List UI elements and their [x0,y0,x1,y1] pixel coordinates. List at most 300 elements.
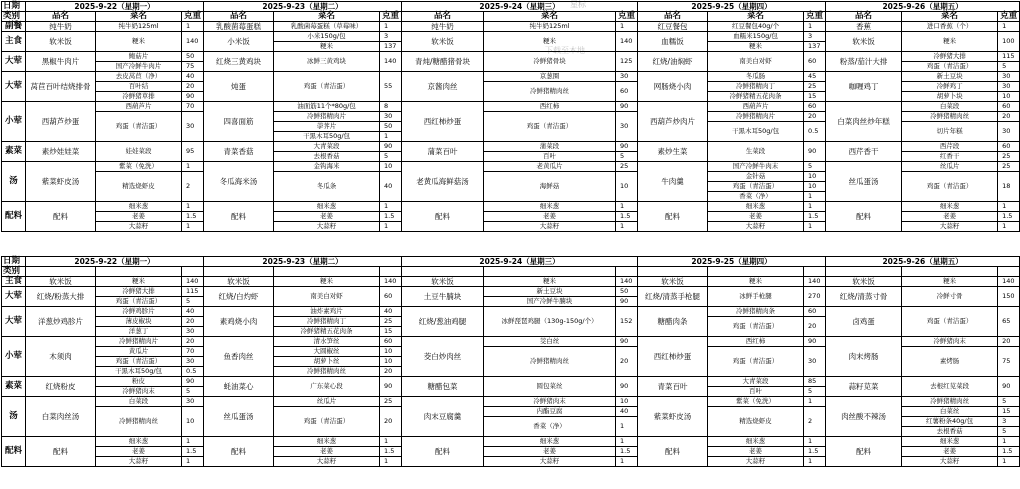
ingredient-name: 油面筋11个*80g/包 [274,102,380,112]
ingredient-name: 京葱圈 [484,72,616,82]
dish-name: 黑椒牛肉片 [26,52,96,72]
weight-grams: 5 [182,297,204,307]
weight-grams: 1.5 [616,447,638,457]
menu-row [2,397,1020,407]
dish-name: 白菜肉丝炒年糕 [826,102,902,142]
ingredient-name: 精选烧虾皮 [96,172,182,202]
weight-grams: 50 [182,52,204,62]
ingredient-name: 金钩海米 [274,162,380,172]
ingredient-name: 红薯粉条40g/包 [902,417,998,427]
ingredient-name: 老姜 [902,447,998,457]
weight-grams: 25 [998,162,1020,172]
weight-grams: 2 [182,172,204,202]
menu-row [2,287,1020,297]
ingredient-name: 白菜段 [96,397,182,407]
weight-grams: 1 [804,22,826,32]
dish-name: 素炒生菜 [638,142,708,162]
ingredient-name: 小米150g/包 [274,32,380,42]
weight-grams: 1 [804,437,826,447]
weight-grams: 60 [380,287,402,307]
dish-name: 软米饭 [638,277,708,287]
column-header-dish: 品名 [638,12,708,22]
dish-name: 西红柿炒蛋 [638,337,708,377]
ingredient-name: 茭白丝 [484,337,616,347]
weight-grams: 25 [616,162,638,172]
ingredient-name: 红豆餐包40g/个 [708,22,804,32]
weight-grams: 1.5 [616,212,638,222]
ingredient-name: 大青菜段 [708,377,804,387]
dish-name: 红烧粉皮 [26,377,96,397]
ingredient-name: 黄瓜片 [96,347,182,357]
column-header-dish [26,267,96,277]
weight-grams: 30 [616,112,638,142]
ingredient-name: 老姜 [708,447,804,457]
column-header-weight [616,267,638,277]
weight-grams: 10 [380,347,402,357]
dish-name: 软米饭 [26,32,96,52]
ingredient-name: 冷鲜猪草排 [96,92,182,102]
ingredient-name: 细米葱 [484,202,616,212]
weight-grams: 50 [380,122,402,132]
watermark-download-text: 下载至本地 [545,46,585,55]
weight-grams: 30 [804,347,826,377]
weight-grams: 1 [380,22,402,32]
column-header-ingredient [708,267,804,277]
ingredient-name: 细米葱 [274,202,380,212]
weight-grams: 30 [380,112,402,122]
ingredient-name: 白菜丝 [902,407,998,417]
weight-grams: 1.5 [804,447,826,457]
ingredient-name: 粳米 [96,277,182,287]
ingredient-name: 干黑木耳50g/包 [274,132,380,142]
ingredient-name: 冷鲜猪精肉丝 [902,397,998,407]
weight-grams: 140 [380,52,402,72]
ingredient-name: 老姜 [96,212,182,222]
weight-grams: 90 [182,92,204,102]
ingredient-name: 老姜 [274,447,380,457]
date-heading: 2025-9-24（星期三） [402,2,638,12]
weight-grams: 30 [182,112,204,142]
ingredient-name: 血糯米150g/包 [708,32,804,42]
weight-grams: 1.5 [804,212,826,222]
dish-name: 青菜百叶 [638,377,708,397]
ingredient-name: 鸡蛋（青洁蛋） [274,407,380,437]
ingredient-name: 大青菜段 [274,142,380,152]
weight-grams: 3 [998,417,1020,427]
ingredient-name: 冷鲜猪精肉丝 [484,347,616,377]
weight-grams: 1 [804,202,826,212]
column-header-weight: 克重 [616,12,638,22]
weight-grams: 1 [380,437,402,447]
menu-row [2,437,1020,447]
dish-name: 京酱肉丝 [402,72,484,102]
weight-grams: 1 [380,132,402,142]
category-cell: 大荤 [2,307,26,337]
menu-row [2,337,1020,347]
weight-grams: 1 [998,202,1020,212]
ingredient-name: 西红柿 [708,337,804,347]
ingredient-name: 冷鲜猪精肉片 [274,112,380,122]
dish-name: 莴苣百叶结烧排骨 [26,72,96,102]
column-header-dish [826,267,902,277]
ingredient-name: 冷鲜猪肉末 [902,337,998,347]
ingredient-name: 冷鲜猪精肉丝 [274,367,380,377]
column-header-dish: 品名 [26,12,96,22]
ingredient-name: 粳米 [484,277,616,287]
dish-name: 鱼香肉丝 [204,337,274,377]
ingredient-name: 鸡蛋（青洁蛋） [484,112,616,142]
weight-grams: 70 [182,102,204,112]
dish-name: 红豆餐包 [638,22,708,32]
weight-grams: 1 [616,417,638,437]
dish-name: 糖醋包菜 [402,377,484,397]
dish-name: 白菜肉丝汤 [26,397,96,437]
weight-grams: 1 [998,437,1020,447]
dish-name: 小米饭 [204,32,274,52]
ingredient-name: 西芹段 [902,142,998,152]
column-header-ingredient: 菜名 [484,12,616,22]
dish-name: 紫菜虾皮汤 [26,162,96,202]
weight-grams: 140 [182,32,204,52]
weight-grams: 1 [998,222,1020,232]
ingredient-name: 国产冷鲜牛肉末 [708,162,804,172]
dish-name: 西芹香干 [826,142,902,162]
column-header-dish [204,267,274,277]
ingredient-name: 红香干 [902,152,998,162]
weight-grams: 90 [804,142,826,162]
dish-name: 软米饭 [402,32,484,52]
weight-grams: 10 [998,92,1020,102]
ingredient-name: 细米葱 [96,437,182,447]
weight-grams: 90 [616,337,638,347]
ingredient-name: 冷鲜鸡丁 [902,82,998,92]
weight-grams: 25 [380,397,402,407]
weight-grams: 20 [804,112,826,122]
ingredient-name: 纯牛奶125ml [96,22,182,32]
ingredient-name: 粳米 [902,277,998,287]
ingredient-name: 金针菇 [708,172,804,182]
category-cell: 副餐 [2,22,26,32]
menu-table-b [1,256,1020,467]
ingredient-name: 冰鲜三黄鸡块 [274,52,380,72]
dish-name: 蒜籽苋菜 [826,377,902,397]
dish-name: 紫菜虾皮汤 [638,397,708,437]
weight-grams: 10 [380,162,402,172]
dish-name: 蒲菜百叶 [402,142,484,162]
column-header-row [2,12,1020,22]
ingredient-name: 冷鲜猪大排 [96,287,182,297]
weight-grams: 140 [380,277,402,287]
weight-grams: 20 [380,407,402,437]
dish-name: 红烧三黄鸡块 [204,52,274,72]
ingredient-name: 冷鲜猪精肉丁 [274,317,380,327]
ingredient-name: 海鲜菇 [484,172,616,202]
ingredient-name: 冷鲜猪精肉条 [708,307,804,317]
dish-name: 牛肉羹 [638,162,708,202]
dish-name: 香蕉 [826,22,902,32]
ingredient-name: 西葫芦片 [708,102,804,112]
dish-name: 粉蒸/茄汁大排 [826,52,902,72]
weight-grams: 90 [616,297,638,307]
weight-grams: 40 [182,72,204,82]
weight-grams: 40 [380,172,402,202]
dish-name: 咖喱鸡丁 [826,72,902,102]
weight-grams: 30 [182,397,204,407]
dish-name: 配料 [826,437,902,467]
date-heading: 2025-9-25（星期四） [638,257,826,267]
weight-grams: 1 [804,222,826,232]
weight-grams: 60 [616,82,638,102]
weight-grams: 60 [804,52,826,72]
dish-name: 炖蛋 [204,72,274,102]
weight-grams: 60 [804,102,826,112]
weight-grams: 115 [998,52,1020,62]
weight-grams: 55 [380,72,402,102]
ingredient-name: 白菜段 [902,102,998,112]
weight-grams: 1.5 [182,212,204,222]
menu-row [2,277,1020,287]
ingredient-name: 冷鲜猪肉末 [484,397,616,407]
ingredient-name: 蒲菜段 [484,142,616,152]
weight-grams: 60 [804,307,826,317]
ingredient-name: 干黑木耳50g/包 [96,367,182,377]
ingredient-name: 粳米 [708,42,804,52]
weight-grams: 1.5 [998,447,1020,457]
weight-grams: 1 [182,202,204,212]
column-header-ingredient: 菜名 [902,12,998,22]
weight-grams: 15 [998,407,1020,417]
ingredient-name: 冷鲜猪骨块 [484,52,616,72]
dish-name: 蚝油菜心 [204,377,274,397]
column-header-dish: 品名 [204,12,274,22]
ingredient-name: 百叶 [708,387,804,397]
weight-grams: 100 [998,32,1020,52]
ingredient-name: 丝瓜片 [902,162,998,172]
ingredient-name: 老姜 [708,212,804,222]
weight-grams: 30 [998,122,1020,142]
ingredient-name: 大蒜籽 [484,457,616,467]
dish-name: 肉丝酸不辣汤 [826,397,902,437]
ingredient-name: 油炸素鸡片 [274,307,380,317]
column-header-ingredient [484,267,616,277]
dish-name: 卤鸡蛋 [826,307,902,337]
column-header-ingredient [274,267,380,277]
weight-grams: 152 [616,307,638,337]
weight-grams: 95 [182,142,204,162]
weight-grams: 18 [998,172,1020,202]
column-header-dish [638,267,708,277]
dish-name: 青炖/糖醋猪骨块 [402,52,484,72]
dish-name: 糖醋肉条 [638,307,708,337]
weight-grams: 115 [182,287,204,297]
date-header-row [2,2,1020,12]
dish-name: 四喜面筋 [204,102,274,142]
menu-row [2,307,1020,317]
ingredient-name: 老黄瓜片 [484,162,616,172]
weight-grams: 140 [182,277,204,287]
ingredient-name: 鸡蛋（青洁蛋） [96,357,182,367]
menu-row [2,22,1020,32]
weight-grams: 15 [380,327,402,337]
weight-grams: 25 [380,317,402,327]
weight-grams: 1.5 [380,447,402,457]
ingredient-name: 国产冷鲜牛腩块 [484,297,616,307]
ingredient-name: 大蒜籽 [484,222,616,232]
date-label: 日期 [2,257,26,267]
date-heading: 2025-9-26（星期五） [826,2,1020,12]
menu-row [2,142,1020,152]
ingredient-name: 百叶结 [96,82,182,92]
dish-name: 红烧/清蒸手枪腿 [638,287,708,307]
ingredient-name: 大蒜籽 [902,457,998,467]
weight-grams: 85 [804,377,826,387]
ingredient-name: 大圆椒丝 [274,347,380,357]
weight-grams: 140 [616,32,638,52]
ingredient-name: 国产冷鲜牛肉片 [96,62,182,72]
column-header-dish: 品名 [826,12,902,22]
weight-grams: 70 [182,347,204,357]
dish-name: 洋葱炒鸡胗片 [26,307,96,337]
ingredient-name: 生菜段 [708,142,804,162]
weight-grams: 10 [616,397,638,407]
dish-name: 青菜香菇 [204,142,274,162]
dish-name: 软米饭 [402,277,484,287]
weight-grams: 1.5 [998,212,1020,222]
weight-grams: 1 [182,162,204,172]
ingredient-name: 广东菜心段 [274,377,380,397]
weight-grams: 1 [380,202,402,212]
ingredient-name: 老姜 [484,447,616,457]
ingredient-name: 冷鲜猪精肉丝 [902,112,998,122]
dish-name: 软米饭 [204,277,274,287]
ingredient-name: 百叶 [484,152,616,162]
column-header-weight [380,267,402,277]
dish-name: 配料 [204,437,274,467]
weight-grams: 60 [380,337,402,347]
category-cell: 大荤 [2,287,26,307]
ingredient-name: 圆包菜丝 [484,377,616,397]
weight-grams: 90 [998,377,1020,397]
weight-grams: 65 [998,307,1020,337]
dish-name: 配料 [204,202,274,232]
weight-grams: 1 [616,457,638,467]
column-header-ingredient: 菜名 [708,12,804,22]
ingredient-name: 鸡蛋（青洁蛋） [708,182,804,192]
dish-name: 配料 [638,437,708,467]
dish-name: 红烧/粉蒸大排 [26,287,96,307]
ingredient-name: 冷鲜猪精肉片 [96,337,182,347]
weight-grams: 150 [998,287,1020,307]
dish-name: 素炒娃娃菜 [26,142,96,162]
dish-name: 冬瓜海米汤 [204,162,274,202]
ingredient-name: 冰鲜手枪腿 [708,287,804,307]
ingredient-name: 冬瓜肠 [708,72,804,82]
weight-grams: 20 [998,337,1020,347]
ingredient-name: 香菜（净） [708,192,804,202]
dish-name: 土豆牛腩块 [402,287,484,307]
weight-grams: 30 [182,327,204,337]
weight-grams: 90 [380,377,402,397]
ingredient-name: 冰鲜琵琶鸡腿（130g-150g/个） [484,307,616,337]
ingredient-name: 老姜 [274,212,380,222]
ingredient-name: 粉皮 [96,377,182,387]
category-label: 类别 [2,12,26,22]
ingredient-name: 去根香菇 [274,152,380,162]
category-cell: 主食 [2,32,26,52]
weight-grams: 5 [998,397,1020,407]
dish-name: 软米饭 [826,32,902,52]
ingredient-name: 大蒜籽 [96,457,182,467]
weight-grams: 20 [998,112,1020,122]
ingredient-name: 大蒜籽 [708,457,804,467]
menu-row [2,202,1020,212]
weight-grams: 1 [804,397,826,407]
weight-grams: 10 [182,407,204,437]
column-header-dish [402,267,484,277]
menu-row [2,32,1020,42]
category-cell: 配料 [2,437,26,467]
weight-grams: 10 [380,357,402,367]
weight-grams: 1 [616,22,638,32]
weight-grams: 1 [998,22,1020,32]
ingredient-name: 老姜 [484,212,616,222]
ingredient-name: 冷鲜猪精五花肉条 [274,327,380,337]
weight-grams: 5 [998,427,1020,437]
ingredient-name: 鸡蛋（青洁蛋） [96,297,182,307]
menu-row [2,377,1020,387]
weight-grams: 270 [804,287,826,307]
dish-name: 肉末烤肠 [826,337,902,377]
ingredient-name: 鸡蛋（青洁蛋） [902,307,998,337]
dish-name: 配料 [402,202,484,232]
ingredient-name: 细米葱 [274,437,380,447]
dish-name: 西葫芦炒肉片 [638,102,708,142]
column-header-weight: 克重 [182,12,204,22]
column-header-weight: 克重 [804,12,826,22]
column-header-weight [998,267,1020,277]
ingredient-name: 大蒜籽 [274,457,380,467]
ingredient-name: 粳米 [274,42,380,52]
column-header-weight: 克重 [380,12,402,22]
category-cell: 素菜 [2,377,26,397]
date-heading: 2025-9-25（星期四） [638,2,826,12]
weight-grams: 20 [182,82,204,92]
dish-name: 素鸡烧小肉 [204,307,274,337]
date-heading: 2025-9-22（星期一） [26,257,204,267]
dish-name: 乳酸菌莓蛋糕 [204,22,274,32]
ingredient-name: 紫菜（免洗） [708,397,804,407]
weight-grams: 140 [804,277,826,287]
ingredient-name: 冷鲜猪精肉丁 [708,82,804,92]
ingredient-name: 粳米 [274,277,380,287]
dish-name: 木须肉 [26,337,96,377]
dish-name: 网肠烧小肉 [638,72,708,102]
ingredient-name: 鸡蛋（青洁蛋） [708,317,804,337]
weight-grams: 5 [380,152,402,162]
ingredient-name: 洋葱丁 [96,327,182,337]
ingredient-name: 冷鲜寸骨 [902,287,998,307]
weight-grams: 20 [804,317,826,337]
weight-grams: 20 [182,317,204,327]
ingredient-name: 鲍菇片 [96,52,182,62]
ingredient-name: 冷鲜猪精肉丝 [96,407,182,437]
ingredient-name: 细米葱 [902,437,998,447]
category-cell: 小荤 [2,337,26,377]
dish-name: 纯牛奶 [26,22,96,32]
ingredient-name: 胡萝卜丝 [274,357,380,367]
weight-grams: 40 [182,307,204,317]
weight-grams: 30 [182,357,204,367]
